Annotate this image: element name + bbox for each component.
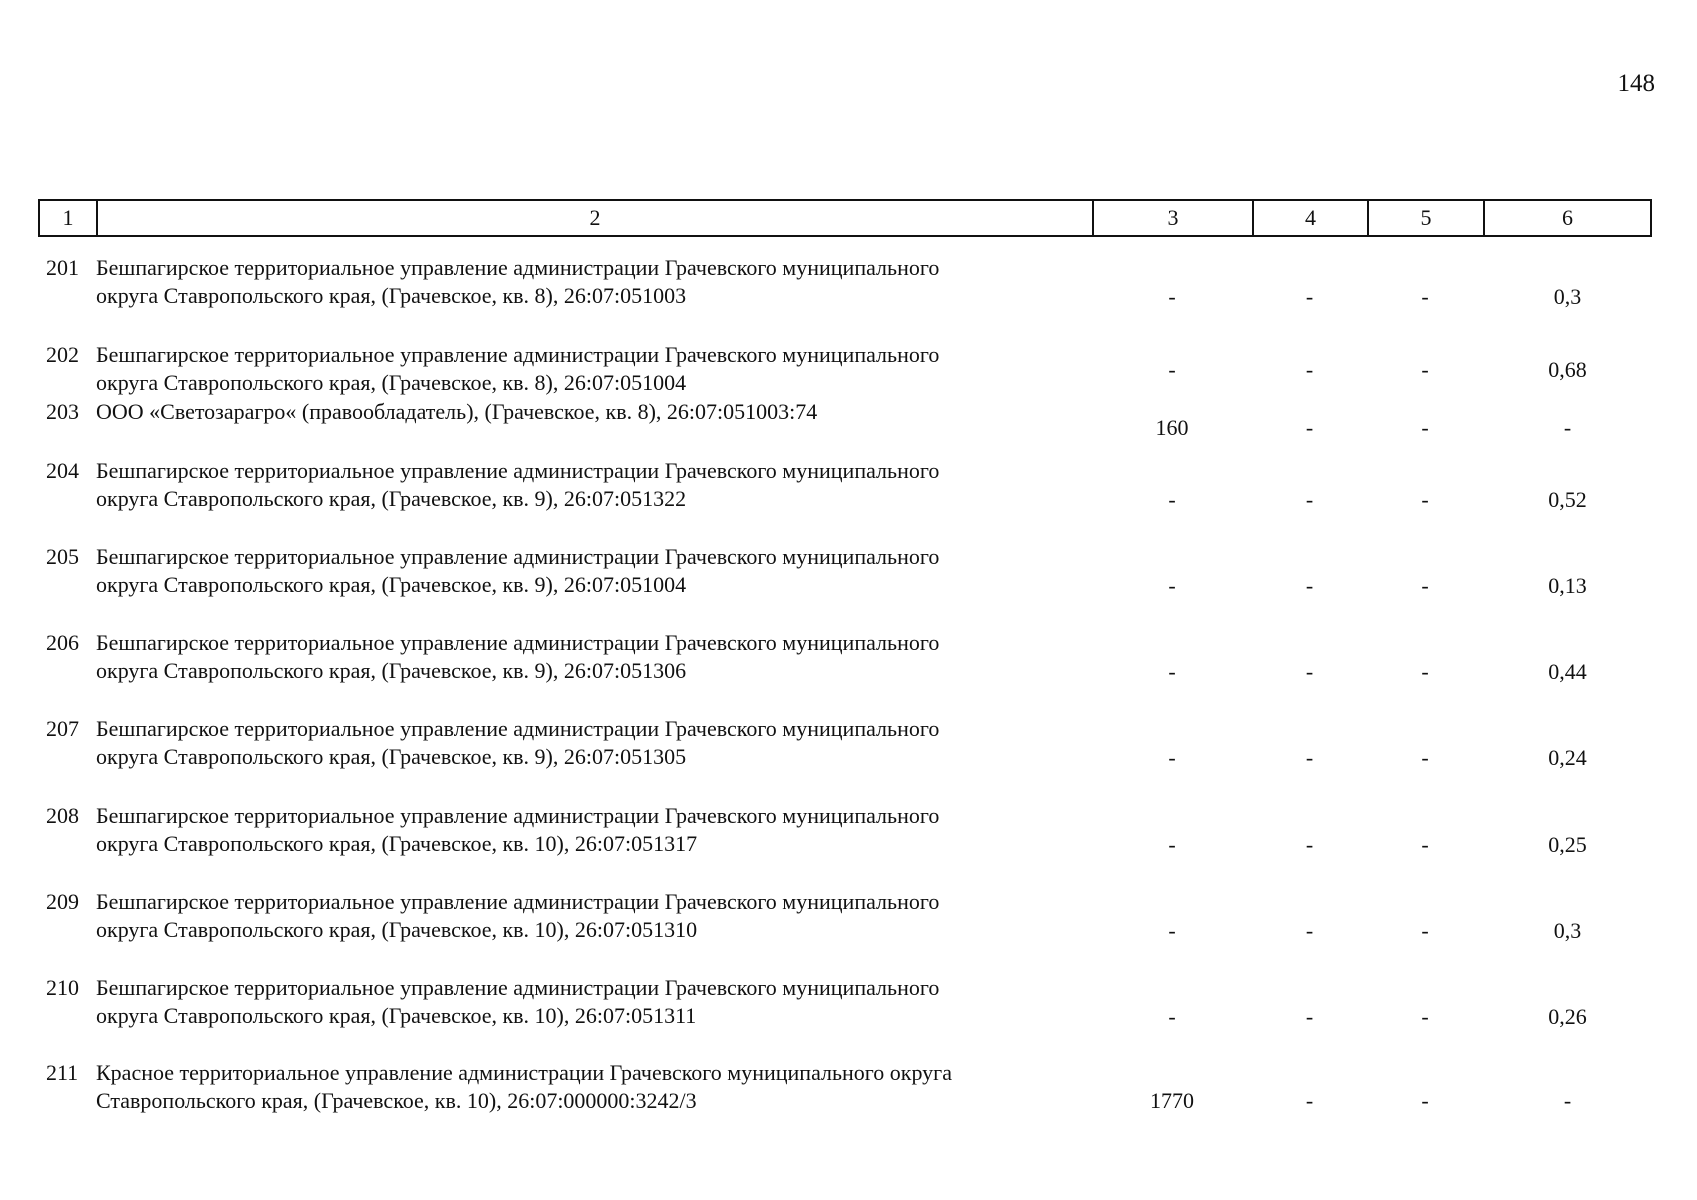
row-description bbox=[96, 543, 1086, 599]
row-description bbox=[96, 974, 1086, 1030]
row-description-line2: округа Ставропольского края, (Грачевское, кв. 9), 26:07:051305 bbox=[96, 744, 687, 769]
row-col-4: - bbox=[1305, 745, 1314, 770]
row-col-5: - bbox=[1421, 357, 1429, 382]
row-col-6: 0,3 bbox=[1553, 284, 1582, 309]
row-col-3: 1770 bbox=[1150, 1088, 1194, 1113]
row-description-line1: ООО «Светозарагро« (правообладатель), (Грачевское, кв. 8), 26:07:051003:74 bbox=[96, 399, 818, 424]
row-number: 206 bbox=[46, 630, 79, 655]
row-description bbox=[96, 341, 1086, 397]
row-description-line2: округа Ставропольского края, (Грачевское, кв. 8), 26:07:051004 bbox=[96, 370, 687, 395]
row-description bbox=[96, 715, 1086, 771]
row-description-line1: Бешпагирское территориальное управление администрации Грачевского муниципального bbox=[96, 630, 940, 655]
row-description bbox=[96, 802, 1086, 858]
row-col-3: - bbox=[1168, 284, 1176, 309]
row-col-6: 0,3 bbox=[1553, 918, 1582, 943]
row-col-3: - bbox=[1168, 1004, 1176, 1029]
row-col-5: - bbox=[1421, 1004, 1429, 1029]
row-col-6: 0,44 bbox=[1548, 659, 1587, 684]
row-col-4: - bbox=[1305, 573, 1314, 598]
row-description bbox=[96, 398, 1086, 426]
row-col-3: - bbox=[1168, 918, 1176, 943]
row-col-5: - bbox=[1421, 573, 1429, 598]
row-col-5: - bbox=[1421, 918, 1429, 943]
header-col-5: 5 bbox=[1369, 201, 1485, 235]
row-description-line1: Бешпагирское территориальное управление администрации Грачевского муниципального bbox=[96, 889, 940, 914]
row-description-line1: Бешпагирское территориальное управление администрации Грачевского муниципального bbox=[96, 458, 940, 483]
row-col-3: - bbox=[1168, 573, 1176, 598]
row-number: 201 bbox=[46, 255, 79, 280]
row-description-line2: округа Ставропольского края, (Грачевское, кв. 8), 26:07:051003 bbox=[96, 283, 687, 308]
row-number: 210 bbox=[46, 975, 79, 1000]
header-col-2: 2 bbox=[98, 201, 1094, 235]
row-col-4: - bbox=[1305, 1088, 1314, 1113]
row-col-5: - bbox=[1421, 745, 1429, 770]
row-col-6: 0,24 bbox=[1548, 745, 1587, 770]
row-description-line1: Бешпагирское территориальное управление администрации Грачевского муниципального bbox=[96, 255, 940, 280]
row-description-line2: округа Ставропольского края, (Грачевское, кв. 9), 26:07:051306 bbox=[96, 658, 687, 683]
page-number: 148 bbox=[1617, 70, 1655, 97]
row-col-4: - bbox=[1305, 284, 1314, 309]
row-col-5: - bbox=[1421, 832, 1429, 857]
row-description bbox=[96, 629, 1086, 685]
row-description bbox=[96, 888, 1086, 944]
row-col-5: - bbox=[1421, 284, 1429, 309]
row-col-4: - bbox=[1305, 357, 1314, 382]
row-col-3: - bbox=[1168, 487, 1176, 512]
header-col-3: 3 bbox=[1094, 201, 1254, 235]
row-description-line1: Бешпагирское территориальное управление администрации Грачевского муниципального bbox=[96, 342, 940, 367]
row-col-3: 160 bbox=[1155, 415, 1189, 440]
row-col-4: - bbox=[1305, 832, 1314, 857]
row-description-line1: Бешпагирское территориальное управление администрации Грачевского муниципального bbox=[96, 975, 940, 1000]
row-col-6: - bbox=[1563, 415, 1572, 440]
row-description-line1: Бешпагирское территориальное управление администрации Грачевского муниципального bbox=[96, 803, 940, 828]
row-number: 205 bbox=[46, 544, 79, 569]
row-description-line2: Ставропольского края, (Грачевское, кв. 10), 26:07:000000:3242/3 bbox=[96, 1088, 697, 1113]
row-col-3: - bbox=[1168, 832, 1176, 857]
row-col-4: - bbox=[1305, 415, 1314, 440]
row-description bbox=[96, 1059, 1086, 1115]
row-description bbox=[96, 254, 1086, 310]
header-col-4: 4 bbox=[1254, 201, 1369, 235]
row-col-6: 0,25 bbox=[1548, 832, 1587, 857]
row-number: 202 bbox=[46, 342, 79, 367]
row-col-6: - bbox=[1563, 1088, 1572, 1113]
row-col-3: - bbox=[1168, 357, 1176, 382]
row-description-line2: округа Ставропольского края, (Грачевское, кв. 10), 26:07:051310 bbox=[96, 917, 698, 942]
row-number: 204 bbox=[46, 458, 79, 483]
row-col-6: 0,26 bbox=[1548, 1004, 1587, 1029]
row-description-line2: округа Ставропольского края, (Грачевское, кв. 9), 26:07:051004 bbox=[96, 572, 687, 597]
row-number: 211 bbox=[46, 1060, 79, 1085]
row-col-5: - bbox=[1421, 1088, 1429, 1113]
row-description-line1: Бешпагирское территориальное управление администрации Грачевского муниципального bbox=[96, 544, 940, 569]
row-description-line1: Красное территориальное управление администрации Грачевского муниципального округа bbox=[96, 1060, 952, 1085]
table-header bbox=[38, 199, 1652, 237]
row-col-5: - bbox=[1421, 415, 1429, 440]
row-col-5: - bbox=[1421, 487, 1429, 512]
row-col-6: 0,13 bbox=[1548, 573, 1587, 598]
row-col-4: - bbox=[1305, 1004, 1314, 1029]
row-description-line2: округа Ставропольского края, (Грачевское, кв. 10), 26:07:051311 bbox=[96, 1003, 697, 1028]
header-col-1: 1 bbox=[40, 201, 98, 235]
row-col-4: - bbox=[1305, 918, 1314, 943]
row-col-4: - bbox=[1305, 487, 1314, 512]
row-number: 209 bbox=[46, 889, 79, 914]
row-description-line1: Бешпагирское территориальное управление администрации Грачевского муниципального bbox=[96, 716, 940, 741]
row-description bbox=[96, 457, 1086, 513]
row-description-line2: округа Ставропольского края, (Грачевское, кв. 9), 26:07:051322 bbox=[96, 486, 687, 511]
header-col-6: 6 bbox=[1562, 205, 1573, 230]
row-number: 208 bbox=[46, 803, 79, 828]
row-col-4: - bbox=[1305, 659, 1314, 684]
row-col-3: - bbox=[1168, 659, 1176, 684]
row-col-6: 0,52 bbox=[1548, 487, 1587, 512]
row-col-6: 0,68 bbox=[1548, 357, 1587, 382]
row-col-3: - bbox=[1168, 745, 1176, 770]
row-number: 203 bbox=[46, 399, 79, 424]
row-number: 207 bbox=[46, 716, 79, 741]
row-description-line2: округа Ставропольского края, (Грачевское, кв. 10), 26:07:051317 bbox=[96, 831, 698, 856]
row-col-5: - bbox=[1421, 659, 1429, 684]
